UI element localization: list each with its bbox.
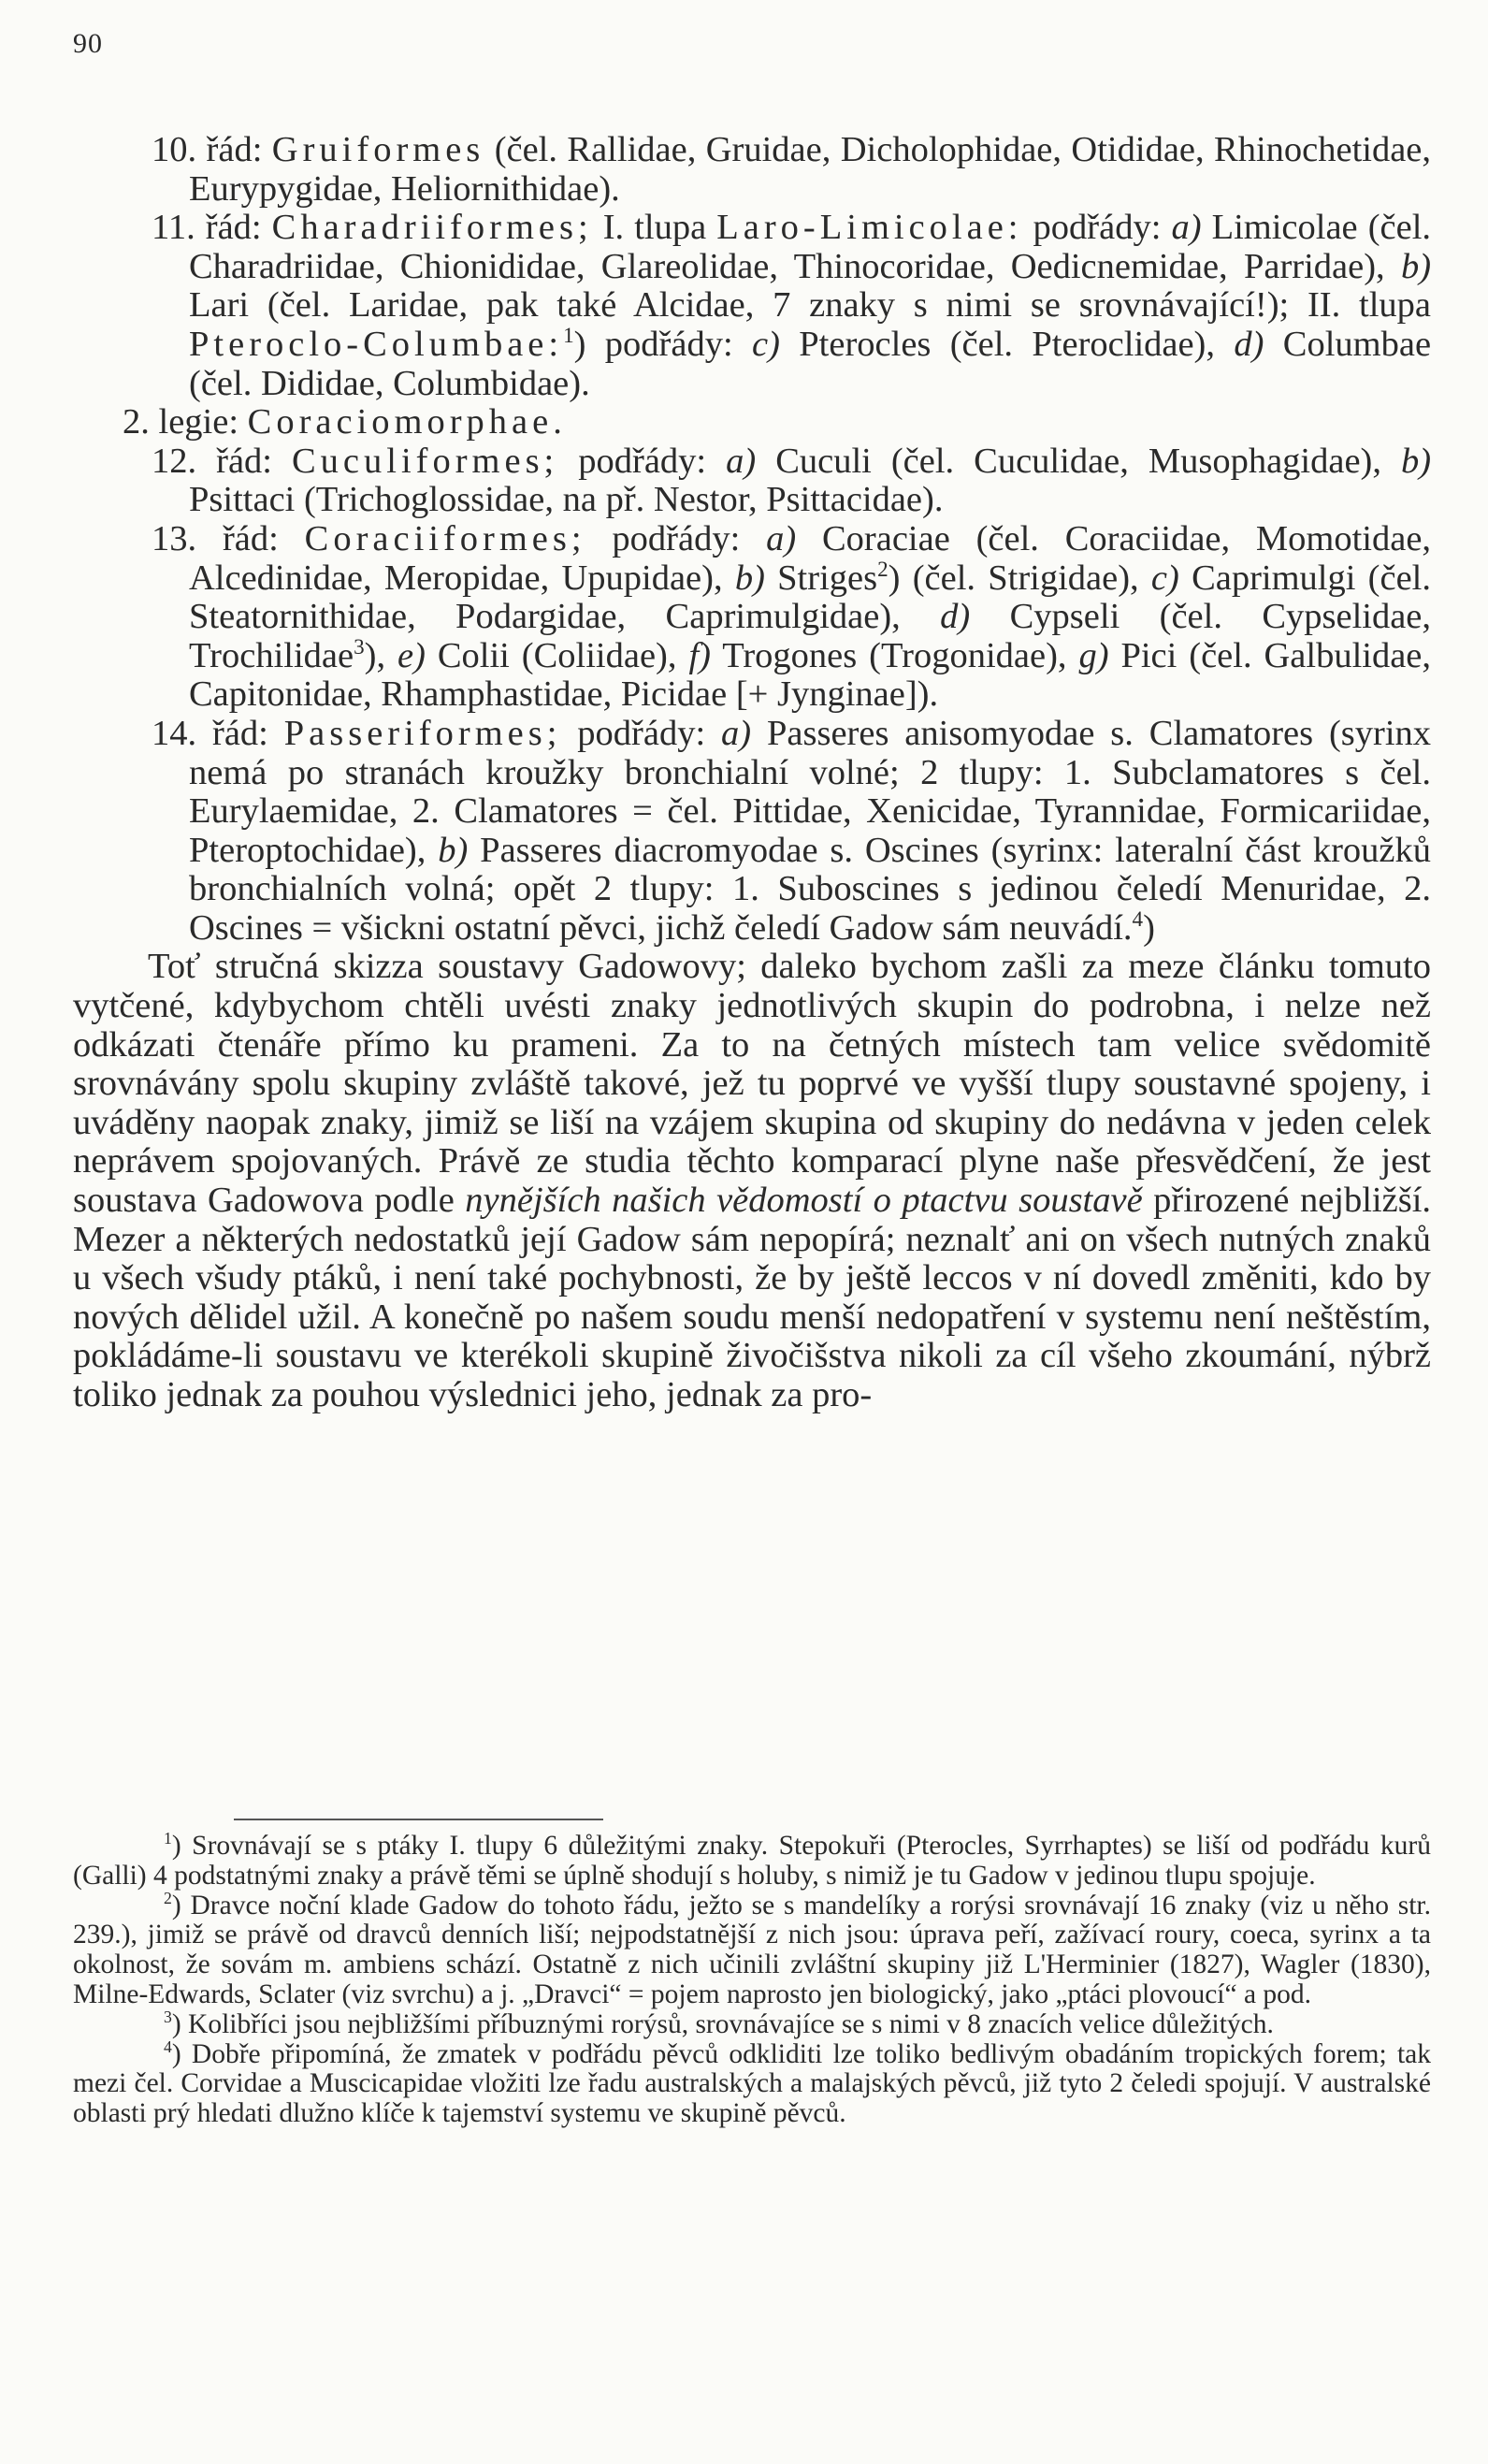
footnote-ref: 2 xyxy=(877,556,888,581)
order-text: Striges xyxy=(777,558,878,598)
tlupa-name: Pteroclo-Columbae: xyxy=(189,324,564,364)
footnote-3 xyxy=(73,2007,1431,2040)
page-number: 90 xyxy=(73,28,103,59)
order-label: řád: xyxy=(205,208,262,248)
order-text: Coraciae (čel. Coraciidae, Momotidae, Alcedinidae, Meropidae, Upupidae), xyxy=(189,518,1432,598)
paragraph-italic: nynějších našich vědomostí o ptactvu soustavě xyxy=(465,1181,1143,1221)
order-text: podřády: xyxy=(577,713,706,753)
order-text: Psittaci (Trichoglossidae, na př. Nestor, Psittacidae). xyxy=(189,480,944,520)
footnote-ref: 1 xyxy=(563,323,574,348)
suborder-letter: d) xyxy=(940,597,971,637)
order-number: 11. xyxy=(152,208,195,248)
order-14-entry xyxy=(73,715,1431,949)
order-text: (čel. Rallidae, Gruidae, Dicholophidae, Otididae, Rhinochetidae, Eurypygidae, Heliornithidae). xyxy=(189,130,1432,209)
order-12-entry xyxy=(73,442,1431,520)
suborder-letter: c) xyxy=(752,324,780,364)
order-label: řád: xyxy=(206,130,263,169)
order-text: podřády: xyxy=(1033,208,1162,248)
order-text: Caprimulgi (čel. Steatornithidae, Podargidae, Caprimulgidae), xyxy=(189,558,1432,637)
order-11-entry: 11. řád: Charadriiformes; I. tlupa Laro-Limicolae: podřády: a) Limicolae (čel. Charadriidae, Chionididae, Glareolidae, Thinocoridae, Oedicnemidae, Parridae), b) Lari (čel. Laridae, pak také Alcidae, 7 znaky s nimi se srovnávající!); II. tlupa Pteroclo-Columbae:$^1$) podřády: c) Pterocles (čel. Pteroclidae), d) Columbae (čel. Dididae, Columbidae). xyxy=(152,208,1432,403)
suborder-letter: b) xyxy=(438,830,469,870)
order-text: I. tlupa xyxy=(602,208,707,248)
footnote-2 xyxy=(73,1888,1431,2010)
order-number: 14. xyxy=(152,713,197,753)
order-10-entry xyxy=(73,131,1431,209)
order-text: ) (čel. Strigidae), xyxy=(888,558,1139,598)
suborder-letter: g) xyxy=(1078,635,1109,675)
suborder-letter: a) xyxy=(721,713,752,753)
tlupa-name: Laro-Limicolae: xyxy=(716,208,1023,248)
body-paragraph xyxy=(73,948,1431,1414)
footnote-mark: 3 xyxy=(164,2007,172,2026)
footnote-ref: 4 xyxy=(1132,906,1144,932)
order-text: Trogones (Trogonidae), xyxy=(722,635,1067,675)
order-text: Passeres diacromyodae s. Oscines (syrinx: lateralní část kroužků bronchialních volná; opět 2 tlupy: 1. Suboscines s jedinou čeledí Menuridae, 2. Oscines = všickni ostatní pěvci, jichž čeledí Gadow sám neuvádí. xyxy=(189,830,1432,948)
order-text: Pici (čel. Galbulidae, Capitonidae, Rhamphastidae, Picidae [+ Jynginae]). xyxy=(189,635,1432,715)
suborder-letter: a) xyxy=(766,518,797,558)
suborder-letter: a) xyxy=(726,441,757,481)
order-13-entry xyxy=(73,520,1431,715)
suborder-letter: a) xyxy=(1171,208,1202,248)
order-text: podřády: xyxy=(612,518,741,558)
suborder-letter: c) xyxy=(1150,558,1179,598)
order-text: Colii (Coliidae), xyxy=(437,635,677,675)
footnote-ref: 3 xyxy=(354,633,365,659)
suborder-letter: f) xyxy=(688,635,711,675)
paragraph-text: přirozené nejbližší. Mezer a některých nedostatků její Gadow sám nepopírá; neznalť ani on všech nutných znaků u všech všudy ptáků, i není také pochybnosti, že by ještě leccos v ní dovedl změniti, kdo by nových dělidel užil. A konečně po našem soudu menší nedopatření v systemu není neštěstím, pokládáme-li soustavu ve kterékoli skupině živočišstva nikoli za cíl všeho zkoumání, nýbrž toliko jednak za pouhou výslednici jeho, jednak za pro- xyxy=(73,1181,1432,1414)
order-number: 12. xyxy=(152,441,197,481)
footnote-text: ) Dobře připomíná, že zmatek v podřádu pěvců odkliditi lze toliko bedlivým obadáním tropických forem; tak mezi čel. Corvidae a Muscicapidae vložiti lze řadu australských a malajských pěvců, již tyto 2 čeledi spojují. V australské oblasti prý hledati dlužno klíče k tajemství systemu ve skupině pěvců. xyxy=(73,2038,1431,2129)
legie-name: Coraciomorphae. xyxy=(247,402,567,442)
order-label: řád: xyxy=(222,518,279,558)
order-number: 13. xyxy=(152,518,197,558)
order-label: řád: xyxy=(212,713,268,753)
legie-label: 2. legie: xyxy=(123,402,239,442)
footnote-mark: 1 xyxy=(164,1829,172,1848)
order-text: Lari (čel. Laridae, pak také Alcidae, 7 znaky s nimi se srovnávající!); II. tlupa xyxy=(189,285,1431,326)
order-text: Limicolae (čel. Charadriidae, Chionididae, Glareolidae, Thinocoridae, Oedicnemidae, Parridae), xyxy=(189,208,1432,286)
order-text: ), xyxy=(364,635,386,675)
order-name: Gruiformes xyxy=(271,130,485,169)
footnote-4 xyxy=(73,2036,1431,2129)
suborder-letter: d) xyxy=(1234,324,1264,364)
order-text: Pterocles (čel. Pteroclidae), xyxy=(799,324,1216,364)
footnote-1 xyxy=(73,1829,1431,1891)
footnote-text: ) Kolibříci jsou nejbližšími příbuznými rorýsů, srovnávajíce se s nimi v 8 znacích velice důležitých. xyxy=(171,2008,1274,2039)
footnote-text: ) Srovnávají se s ptáky I. tlupy 6 důležitými znaky. Stepokuři (Pterocles, Syrrhaptes) se liší od podřádu kurů (Galli) 4 podstatnými znaky a právě těmi se úplně shodují s holuby, s nimiž je tu Gadow v jedinou tlupu spojuje. xyxy=(73,1831,1431,1891)
order-text: podřády: xyxy=(604,324,733,364)
order-text: Cypseli (čel. Cypselidae, Trochilidae xyxy=(189,597,1432,675)
footnote-divider xyxy=(234,1819,603,1820)
paragraph-text: Toť stručná skizza soustavy Gadowovy; daleko bychom zašli za meze článku tomuto vytčené, kdybychom chtěli uvésti znaky jednotlivých skupin do podrobna, i nelze než odkázati čtenáře přímo ku prameni. Za to na četných místech tam velice svědomitě srovnávány spolu skupiny zvláště takové, jež tu poprvé ve vyšší tlupy soustavné spojeny, i uváděny naopak znaky, jimiž se liší na vzájem skupina od skupiny do nedávna v jeden celek neprávem spojovaných. Právě ze studia těchto komparací plyne naše přesvědčení, že jest soustava Gadowova podle xyxy=(73,947,1431,1221)
order-name: Coraciiformes; xyxy=(304,518,586,558)
order-name: Cuculiformes; xyxy=(291,441,559,481)
order-text: Columbae (čel. Dididae, Columbidae). xyxy=(189,324,1432,403)
order-name: Passeriformes; xyxy=(283,713,562,753)
legie-heading xyxy=(73,403,1431,442)
suborder-letter: e) xyxy=(397,635,426,675)
footnote-mark: 2 xyxy=(164,1888,172,1907)
order-text: Cuculi (čel. Cuculidae, Musophagidae), xyxy=(775,441,1381,481)
main-text xyxy=(73,131,1431,1415)
footnotes xyxy=(73,1829,1431,2129)
order-name: Charadriiformes; xyxy=(271,208,593,248)
suborder-letter: b) xyxy=(1400,246,1432,286)
order-text: Passeres anisomyodae s. Clamatores (syrinx nemá po stranách kroužky bronchialní volné; 2 tlupy: 1. Subclamatores s čel. Eurylaemidae, 2. Clamatores = čel. Pittidae, Xenicidae, Tyrannidae, Formicariidae, Pteroptochidae), xyxy=(189,713,1432,870)
order-text: ) xyxy=(1143,907,1155,948)
order-label: řád: xyxy=(216,441,272,481)
order-number: 10. xyxy=(152,130,197,169)
footnote-mark: 4 xyxy=(164,2036,172,2056)
footnote-text: ) Dravce noční klade Gadow do tohoto řádu, ježto se s mandelíky a rorýsi srovnávají 16 znaky (viz u něho str. 239.), jimiž se právě od dravců denních liší; nejpodstatnější z nich jsou: úprava peří, zažívací roury, coeca, syrinx a ta okolnost, že sovám m. ambiens schází. Ostatně z nich učinili zvláštní skupiny již L'Herminier (1827), Wagler (1830), Milne-Edwards, Sclater (viz svrchu) a j. „Dravci“ = pojem naprosto jen biologický, jako „ptáci plovoucí“ a pod. xyxy=(73,1890,1431,2009)
suborder-letter: b) xyxy=(734,558,765,598)
order-text: podřády: xyxy=(578,441,707,481)
suborder-letter: b) xyxy=(1400,441,1432,481)
